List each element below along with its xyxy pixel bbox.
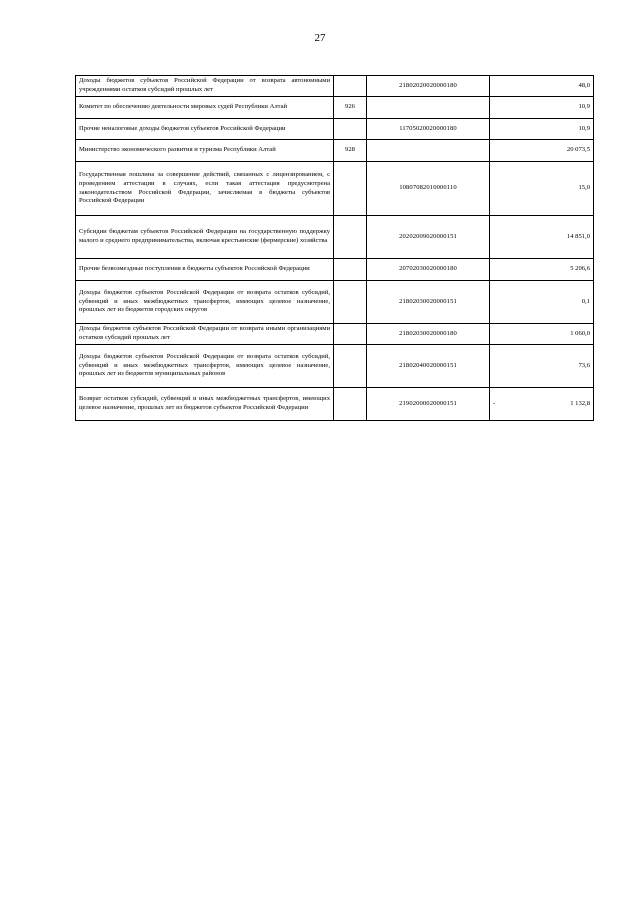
row-admin-code [334,259,367,281]
row-sum: 20 073,5 [566,146,590,154]
row-name: Доходы бюджетов субъектов Российской Федерации от возврата иными организациями остатков субсидий прошлых лет [76,324,334,345]
revenue-table [75,75,594,421]
table-row [76,140,594,162]
table-row [76,388,594,421]
row-budget-code: 21802030020000180 [367,324,490,345]
table-row [76,281,594,324]
row-sum-cell [490,324,594,345]
row-sum: 10,9 [578,124,590,132]
row-sum-cell [490,140,594,162]
table-row [76,259,594,281]
row-name: Доходы бюджетов субъектов Российской Федерации от возврата автономными учреждениями остатков субсидий прошлых лет [76,76,334,97]
row-admin-code [334,162,367,216]
row-name: Доходы бюджетов субъектов Российской Федерации от возврата остатков субсидий, субвенций и иных межбюджетных трансфертов, имеющих целевое назначение, прошлых лет из бюджетов городских округов [76,281,334,324]
row-sum: 15,0 [578,184,590,192]
row-admin-code [334,388,367,421]
row-budget-code: 20702030020000180 [367,259,490,281]
row-name: Министерство экономического развития и туризма Республики Алтай [76,140,334,162]
row-admin-code: 928 [334,140,367,162]
table-row [76,345,594,388]
row-sum: 14 851,0 [566,232,590,240]
row-sum-cell [490,162,594,216]
row-sum-cell [490,388,594,421]
row-admin-code [334,345,367,388]
row-name: Прочие неналоговые доходы бюджетов субъектов Российской Федерации [76,119,334,140]
row-budget-code: 21802020020000180 [367,76,490,97]
row-sum: 73,6 [578,361,590,369]
row-sum-cell [490,259,594,281]
row-admin-code [334,281,367,324]
table-row [76,97,594,119]
row-admin-code [334,216,367,259]
row-budget-code: 21802040020000151 [367,345,490,388]
row-sign: - [493,399,496,407]
row-sum-cell [490,76,594,97]
row-name: Государственная пошлина за совершение действий, связанных с лицензированием, с проведением аттестации в случаях, если такая аттестация предусмотрена законодательством Российской Федерации, зачисляемая в бюджеты субъектов Российской Федерации [76,162,334,216]
table-row [76,76,594,97]
table-row [76,162,594,216]
row-sum: 1 132,8 [570,399,590,407]
row-sum-cell [490,345,594,388]
row-name: Субсидии бюджетам субъектов Российской Федерации на государственную поддержку малого и среднего предпринимательства, включая крестьянские (фермерские) хозяйства [76,216,334,259]
table-row [76,119,594,140]
row-admin-code [334,119,367,140]
page-number: 27 [314,32,326,44]
table-row [76,216,594,259]
row-sum: 10,9 [578,103,590,111]
row-name: Прочие безвозмездные поступления в бюджеты субъектов Российской Федерации [76,259,334,281]
row-budget-code: 21902000020000151 [367,388,490,421]
row-sum: 48,0 [578,81,590,89]
row-name: Комитет по обеспечению деятельности мировых судей Республики Алтай [76,97,334,119]
row-admin-code [334,324,367,345]
row-budget-code: 10807082010000110 [367,162,490,216]
row-sum: 1 060,0 [570,329,590,337]
row-name: Доходы бюджетов субъектов Российской Федерации от возврата остатков субсидий, субвенций и иных межбюджетных трансфертов, имеющих целевое назначение, прошлых лет из бюджетов муниципальных районов [76,345,334,388]
row-budget-code [367,140,490,162]
row-admin-code: 926 [334,97,367,119]
row-sum-cell [490,281,594,324]
row-budget-code [367,97,490,119]
row-sum-cell [490,97,594,119]
row-sum-cell [490,119,594,140]
row-budget-code: 21802030020000151 [367,281,490,324]
row-sum: 5 206,6 [570,265,590,273]
row-admin-code [334,76,367,97]
row-name: Возврат остатков субсидий, субвенций и иных межбюджетных трансфертов, имеющих целевое назначение, прошлых лет из бюджетов субъектов Российской Федерации [76,388,334,421]
row-sum-cell [490,216,594,259]
row-budget-code: 20202009020000151 [367,216,490,259]
row-budget-code: 11705020020000180 [367,119,490,140]
row-sum: 0,1 [581,297,590,305]
table-body [76,76,594,421]
table-row [76,324,594,345]
